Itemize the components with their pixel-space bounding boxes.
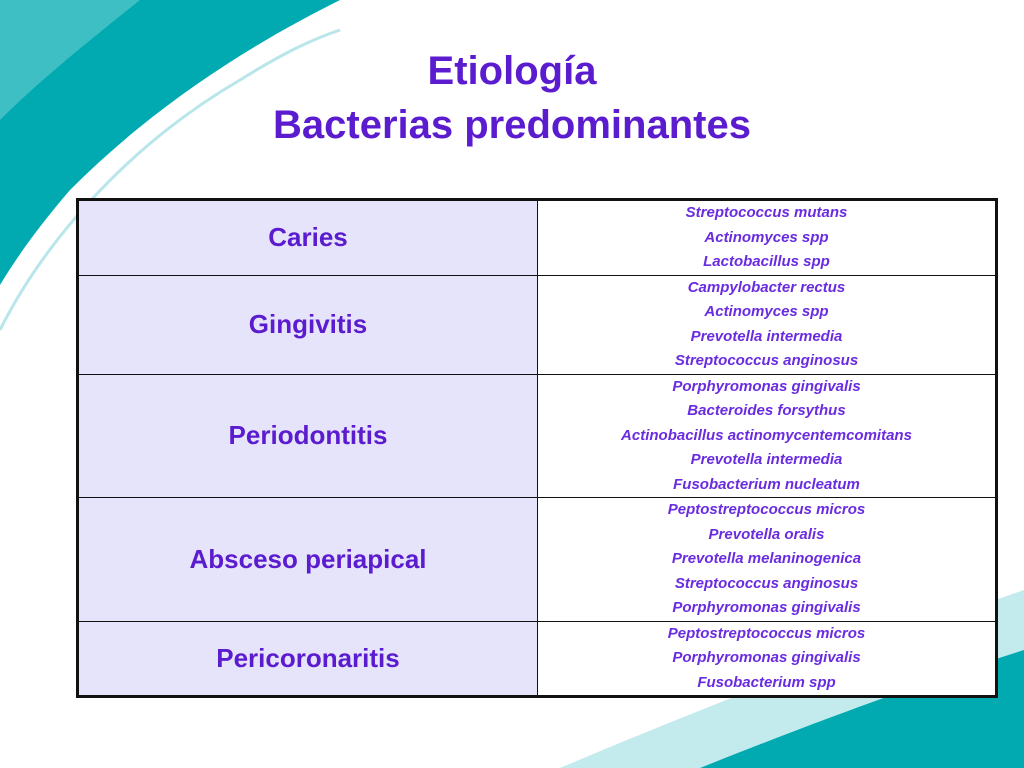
bacteria-table-body bbox=[78, 200, 997, 697]
disease-cell: Gingivitis bbox=[78, 275, 538, 374]
bacteria-list-cell bbox=[538, 200, 997, 276]
bacteria-name: Actinomyces spp bbox=[704, 228, 829, 246]
bacteria-list-cell bbox=[538, 275, 997, 374]
bacteria-name: Peptostreptococcus micros bbox=[667, 501, 866, 518]
bacteria-name: Actinomyces spp bbox=[704, 303, 829, 320]
disease-cell: Periodontitis bbox=[78, 374, 538, 498]
bacteria-name: Prevotella intermedia bbox=[690, 327, 843, 345]
bacteria-name: Prevotella melaninogenica bbox=[671, 550, 862, 567]
bacteria-name: Streptococcus mutans bbox=[685, 204, 848, 221]
bacteria-name: Prevotella oralis bbox=[708, 525, 825, 543]
bacteria-name: Prevotella intermedia bbox=[690, 451, 843, 468]
bacteria-name: Porphyromonas gingivalis bbox=[672, 599, 861, 616]
title-line-2: Bacterias predominantes bbox=[273, 103, 751, 147]
bacteria-name: Streptococcus anginosus bbox=[674, 574, 859, 592]
bacteria-name: Actinobacillus actinomycentemcomitans bbox=[621, 426, 912, 444]
slide-title bbox=[0, 44, 1024, 152]
disease-cell: Caries bbox=[78, 200, 538, 276]
table-row bbox=[78, 275, 997, 374]
bacteria-name: Porphyromonas gingivalis bbox=[672, 377, 861, 395]
bacteria-name: Bacteroides forsythus bbox=[687, 402, 846, 419]
bacteria-list-cell bbox=[538, 498, 997, 622]
title-line-1: Etiología bbox=[427, 49, 597, 93]
bacteria-name: Porphyromonas gingivalis bbox=[672, 649, 861, 666]
table-row bbox=[78, 200, 997, 276]
disease-cell: Absceso periapical bbox=[78, 498, 538, 622]
bacteria-list-cell bbox=[538, 621, 997, 697]
bacteria-name: Lactobacillus spp bbox=[703, 253, 830, 270]
bacteria-name: Streptococcus anginosus bbox=[674, 352, 859, 369]
table-row bbox=[78, 498, 997, 622]
disease-cell: Pericoronaritis bbox=[78, 621, 538, 697]
bacteria-name: Fusobacterium nucleatum bbox=[673, 475, 860, 493]
bacteria-name: Campylobacter rectus bbox=[687, 278, 846, 296]
bacteria-name: Peptostreptococcus micros bbox=[667, 624, 866, 642]
table-row bbox=[78, 621, 997, 697]
table-row bbox=[78, 374, 997, 498]
bacteria-list-cell bbox=[538, 374, 997, 498]
bacteria-table bbox=[76, 198, 998, 698]
bacteria-name: Fusobacterium spp bbox=[697, 673, 836, 691]
